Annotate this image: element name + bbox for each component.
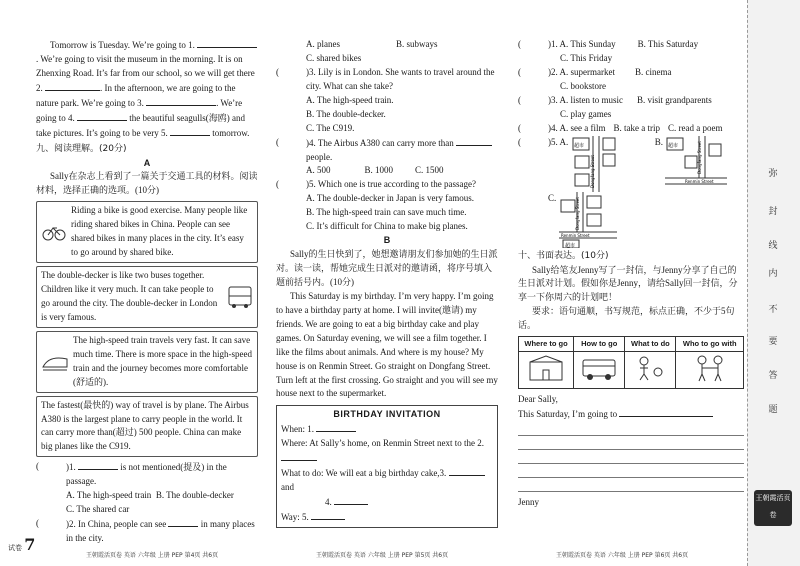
seal-margin (747, 0, 800, 566)
map-b (665, 136, 727, 192)
footer-page-5: 王朝霞活页卷 英语 六年级 上册 PEP 第5页 共6页 (316, 551, 449, 559)
birthday-invitation-card (276, 405, 498, 528)
match-4: ( )4. A. see a film B. take a trip C. read a poem (518, 122, 723, 133)
table-header: Who to go with (676, 337, 744, 352)
brand-logo: 王朝霞活页卷 (754, 490, 792, 526)
table-header: What to do (625, 337, 676, 352)
bus-icon (579, 354, 619, 382)
question-5: ( )5. Which one is true according to the passage? (276, 179, 477, 190)
friends-icon (690, 354, 730, 382)
table-header: How to go (574, 337, 625, 352)
shared-bike-box: Riding a bike is good exercise. Many people like riding shared bikes in China. People can see shared bikes in many places in the city. It’s easy to go around by shared bike. (36, 201, 258, 263)
question-5-options: A. The double-decker in Japan is very famous. B. The high-speed train can save much time. C. It’s difficult for China to make big planes. (306, 193, 475, 232)
writing-line[interactable] (518, 422, 744, 436)
writing-prompt: Sally给笔友Jenny写了一封信，与Jenny分享了自己的生日派对计划。假如你是Jenny，请给Sally回一封信，分享一下你周六的计划吧！ (518, 264, 738, 303)
svg-text:超市: 超市 (564, 242, 575, 248)
question-1: ( )1. is not mentioned(提及) in the passage. (36, 461, 227, 487)
instruction-a: Sally在杂志上看到了一篇关于交通工具的材料。阅读材料，选择正确的选项。(10分) (36, 171, 258, 196)
letter-signature: Jenny (518, 497, 539, 508)
svg-text:Dongfang Street: Dongfang Street (589, 154, 595, 188)
footer-page-4: 王朝霞活页卷 英语 六年级 上册 PEP 第4页 共6页 (86, 551, 219, 559)
plane-box: The fastest(最快的) way of travel is by plane. The Airbus A380 is the largest plane to carry people in the world. It can carry more than(超过) 500 people. China can make big planes like the C919. (36, 396, 258, 458)
question-3: ( )3. Lily is in London. She wants to travel around the city. What can she take? (276, 66, 495, 91)
cinema-picture (519, 352, 574, 389)
match-2: ( )2. A. supermarket B. cinema C. bookstore (518, 66, 672, 91)
seal-char: 答 (768, 371, 778, 381)
bus-picture (574, 352, 625, 389)
table-header: Where to go (519, 337, 574, 352)
high-speed-train-box: The high-speed train travels very fast. It can save much time. There is more space in the high-speed train and the journey becomes more comfortable (舒适的). (36, 331, 258, 393)
svg-text:Renmin Street: Renmin Street (560, 232, 590, 238)
train-icon (41, 351, 69, 373)
svg-text:Dongfang Street: Dongfang Street (574, 196, 580, 230)
question-2-options: A. planes B. subways C. shared bikes (306, 39, 438, 63)
svg-text:超市: 超市 (573, 142, 584, 149)
letter-opening: This Saturday, I’m going to (518, 407, 744, 422)
match-1: ( )1. A. This Sunday B. This Saturday C. This Friday (518, 39, 699, 63)
column-3 (518, 38, 744, 510)
bike-icon (41, 221, 67, 243)
letter-greeting: Dear Sally, (518, 394, 558, 405)
playing-picture (625, 352, 676, 389)
question-4: ( )4. The Airbus A380 can carry more than people. (276, 136, 498, 165)
invitation-title: BIRTHDAY INVITATION (333, 409, 441, 420)
cloze-passage: Tomorrow is Tuesday. We’re going to 1. . We’re going to visit the museum in the morning. It is on Zhenxing Road. It’s far from our school, so we will get there 2. . In the afternoon, we are going to the nature park. We’re going to 3. . We’re going to 4. the beautiful seagulls(海鸥) and take pictures. It’s going to be very 5. tomorrow. (36, 38, 258, 141)
svg-text:Renmin Street: Renmin Street (685, 178, 714, 184)
plan-table (518, 336, 744, 389)
part-a-label: A (143, 157, 151, 168)
writing-line[interactable] (518, 478, 744, 492)
invitation-way: Way: 5. (281, 510, 493, 525)
map-a (571, 136, 629, 192)
kids-playing-icon (630, 354, 670, 382)
question-3-options: A. The high-speed train. B. The double-decker. C. The C919. (306, 94, 394, 133)
section-10-title: 十、书面表达。(10分) (518, 250, 609, 261)
seal-char: 不 (768, 305, 778, 315)
column-2 (276, 38, 498, 528)
writing-line[interactable] (518, 450, 744, 464)
seal-char: 封 (768, 207, 778, 217)
question-2: ( )2. In China, people can see in many places in the city. (36, 518, 255, 543)
invitation-where: Where: At Sally’s home, on Renmin Street next to the 2. (281, 437, 493, 466)
double-decker-box: The double-decker is like two buses together. Children like it very much. It can take people to go around the city. The double-decker in London is very famous. (36, 266, 258, 328)
footer-page-6: 王朝霞活页卷 英语 六年级 上册 PEP 第6页 共6页 (556, 551, 689, 559)
double-decker-bus-icon (227, 285, 253, 309)
svg-text:Dongfang Street: Dongfang Street (697, 140, 703, 174)
match-3: ( )3. A. listen to music B. visit grandparents C. play games (518, 94, 712, 119)
seal-char: 内 (768, 269, 778, 279)
section-9-title: 九、阅读理解。(20分) (36, 143, 127, 154)
invitation-what: What to do: We will eat a big birthday cake,3. and 4. (281, 466, 493, 510)
writing-requirement: 要求：语句通顺，书写规范，标点正确，不少于5句话。 (518, 306, 735, 331)
cinema-icon (526, 354, 566, 382)
part-b-label: B (383, 235, 391, 246)
seal-char: 要 (768, 337, 778, 347)
writing-line[interactable] (518, 464, 744, 478)
friends-picture (676, 352, 744, 389)
seal-char: 线 (768, 241, 778, 251)
invitation-when: When: 1. (281, 422, 493, 437)
question-1-options: A. The high-speed train B. The double-decker C. The shared car (66, 490, 234, 515)
writing-line[interactable] (518, 436, 744, 450)
birthday-passage: This Saturday is my birthday. I’m very happy. I’m going to have a birthday party at home. I will invite(邀请) my friends. We are going to eat a big birthday cake and play games. On Saturday evening, we will see a film together. I like the films about animals. And where is my house? My house is on Renmin Street. Go straight on Dongfang Street. Turn left at the first crossing. Go straight and you will see my house next to the supermarket. (276, 290, 498, 399)
svg-text:超市: 超市 (668, 142, 679, 149)
map-c (559, 192, 617, 248)
seal-char: 题 (768, 405, 778, 415)
instruction-b: Sally的生日快到了，她想邀请朋友们参加她的生日派对。读一读，帮她完成生日派对的邀请函，将序号填入题前括号内。(10分) (276, 249, 498, 287)
page-number: 试卷 7 (8, 535, 36, 555)
match-5: ( )5. A. 超市 Dongfang Street B. 超市 Renmin Street Dongfang Street C. 超市 Renmin Street Dongfang Street (518, 136, 744, 248)
seal-char: 弥 (768, 169, 778, 179)
question-4-options: A. 500 B. 1000 C. 1500 (306, 165, 444, 176)
column-1 (36, 38, 258, 546)
